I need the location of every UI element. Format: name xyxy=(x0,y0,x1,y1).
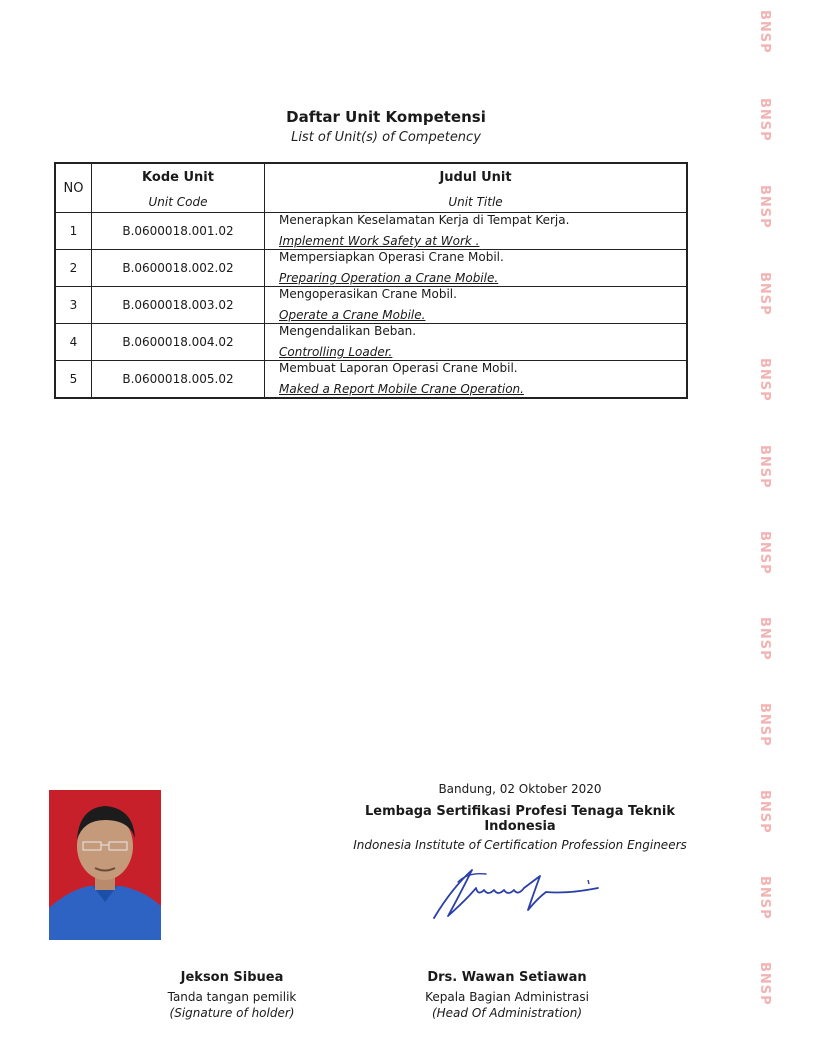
watermark-text: BNSP xyxy=(757,445,772,489)
holder-photo xyxy=(49,790,161,940)
header-title-label-en: Unit Title xyxy=(448,194,503,209)
official-role-en: (Head Of Administration) xyxy=(431,1006,583,1020)
watermark-text: BNSP xyxy=(757,790,772,834)
watermark-text: BNSP xyxy=(757,531,772,575)
unit-title-en: Preparing Operation a Crane Mobile. xyxy=(279,271,499,285)
holder-role-en: (Signature of holder) xyxy=(169,1006,295,1020)
issuer-block xyxy=(340,782,700,852)
issuer-org-en: Indonesia Institute of Certification Profession Engineers xyxy=(353,838,687,852)
table-header-row xyxy=(55,163,687,213)
row-no: 5 xyxy=(55,361,92,399)
header-title-label: Judul Unit xyxy=(439,169,512,185)
row-unit-title xyxy=(265,361,688,399)
row-unit-title xyxy=(265,213,688,250)
row-unit-title xyxy=(265,250,688,287)
watermark-text: BNSP xyxy=(757,876,772,920)
competency-table xyxy=(54,162,688,399)
header-no: NO xyxy=(55,163,92,213)
official-role: Kepala Bagian Administrasi xyxy=(425,990,589,1004)
row-no: 1 xyxy=(55,213,92,250)
holder-block xyxy=(142,970,322,1020)
official-block xyxy=(402,970,612,1020)
table-row xyxy=(55,361,687,399)
watermark-text: BNSP xyxy=(757,272,772,316)
watermark-text: BNSP xyxy=(757,98,772,142)
watermark-text: BNSP xyxy=(757,185,772,229)
row-unit-code: B.0600018.003.02 xyxy=(92,287,265,324)
page-title: Daftar Unit Kompetensi xyxy=(286,108,486,126)
table-row xyxy=(55,324,687,361)
unit-title-en: Implement Work Safety at Work . xyxy=(279,234,480,248)
row-unit-title xyxy=(265,287,688,324)
header-unit-code xyxy=(92,163,265,213)
row-unit-code: B.0600018.002.02 xyxy=(92,250,265,287)
row-unit-code: B.0600018.004.02 xyxy=(92,324,265,361)
unit-title-id: Menerapkan Keselamatan Kerja di Tempat Kerja. xyxy=(279,213,570,227)
holder-role: Tanda tangan pemilik xyxy=(167,990,297,1004)
row-unit-code: B.0600018.001.02 xyxy=(92,213,265,250)
official-name: Drs. Wawan Setiawan xyxy=(427,970,587,985)
unit-title-id: Mengoperasikan Crane Mobil. xyxy=(279,287,457,301)
row-no: 2 xyxy=(55,250,92,287)
watermark-text: BNSP xyxy=(757,10,772,54)
watermark-text: BNSP xyxy=(757,962,772,1006)
unit-title-id: Mempersiapkan Operasi Crane Mobil. xyxy=(279,250,504,264)
unit-title-en: Maked a Report Mobile Crane Operation. xyxy=(279,382,524,396)
row-no: 3 xyxy=(55,287,92,324)
table-row xyxy=(55,250,687,287)
document-header xyxy=(0,108,772,145)
watermark-text: BNSP xyxy=(757,703,772,747)
header-code-label: Kode Unit xyxy=(142,169,214,185)
holder-name: Jekson Sibuea xyxy=(180,970,284,985)
unit-title-en: Controlling Loader. xyxy=(279,345,393,359)
unit-title-id: Mengendalikan Beban. xyxy=(279,324,417,338)
bnsp-watermark-strip xyxy=(742,0,772,1056)
row-unit-title xyxy=(265,324,688,361)
issuer-org: Lembaga Sertifikasi Profesi Tenaga Teknik Indonesia xyxy=(365,804,675,834)
unit-title-id: Membuat Laporan Operasi Crane Mobil. xyxy=(279,361,518,375)
header-code-label-en: Unit Code xyxy=(148,194,208,209)
header-unit-title xyxy=(265,163,688,213)
row-unit-code: B.0600018.005.02 xyxy=(92,361,265,399)
watermark-text: BNSP xyxy=(757,617,772,661)
table-row xyxy=(55,213,687,250)
unit-title-en: Operate a Crane Mobile. xyxy=(279,308,426,322)
place-date: Bandung, 02 Oktober 2020 xyxy=(438,782,602,796)
row-no: 4 xyxy=(55,324,92,361)
watermark-text: BNSP xyxy=(757,358,772,402)
table-row xyxy=(55,287,687,324)
official-signature xyxy=(428,858,608,928)
page-subtitle: List of Unit(s) of Competency xyxy=(291,130,481,145)
